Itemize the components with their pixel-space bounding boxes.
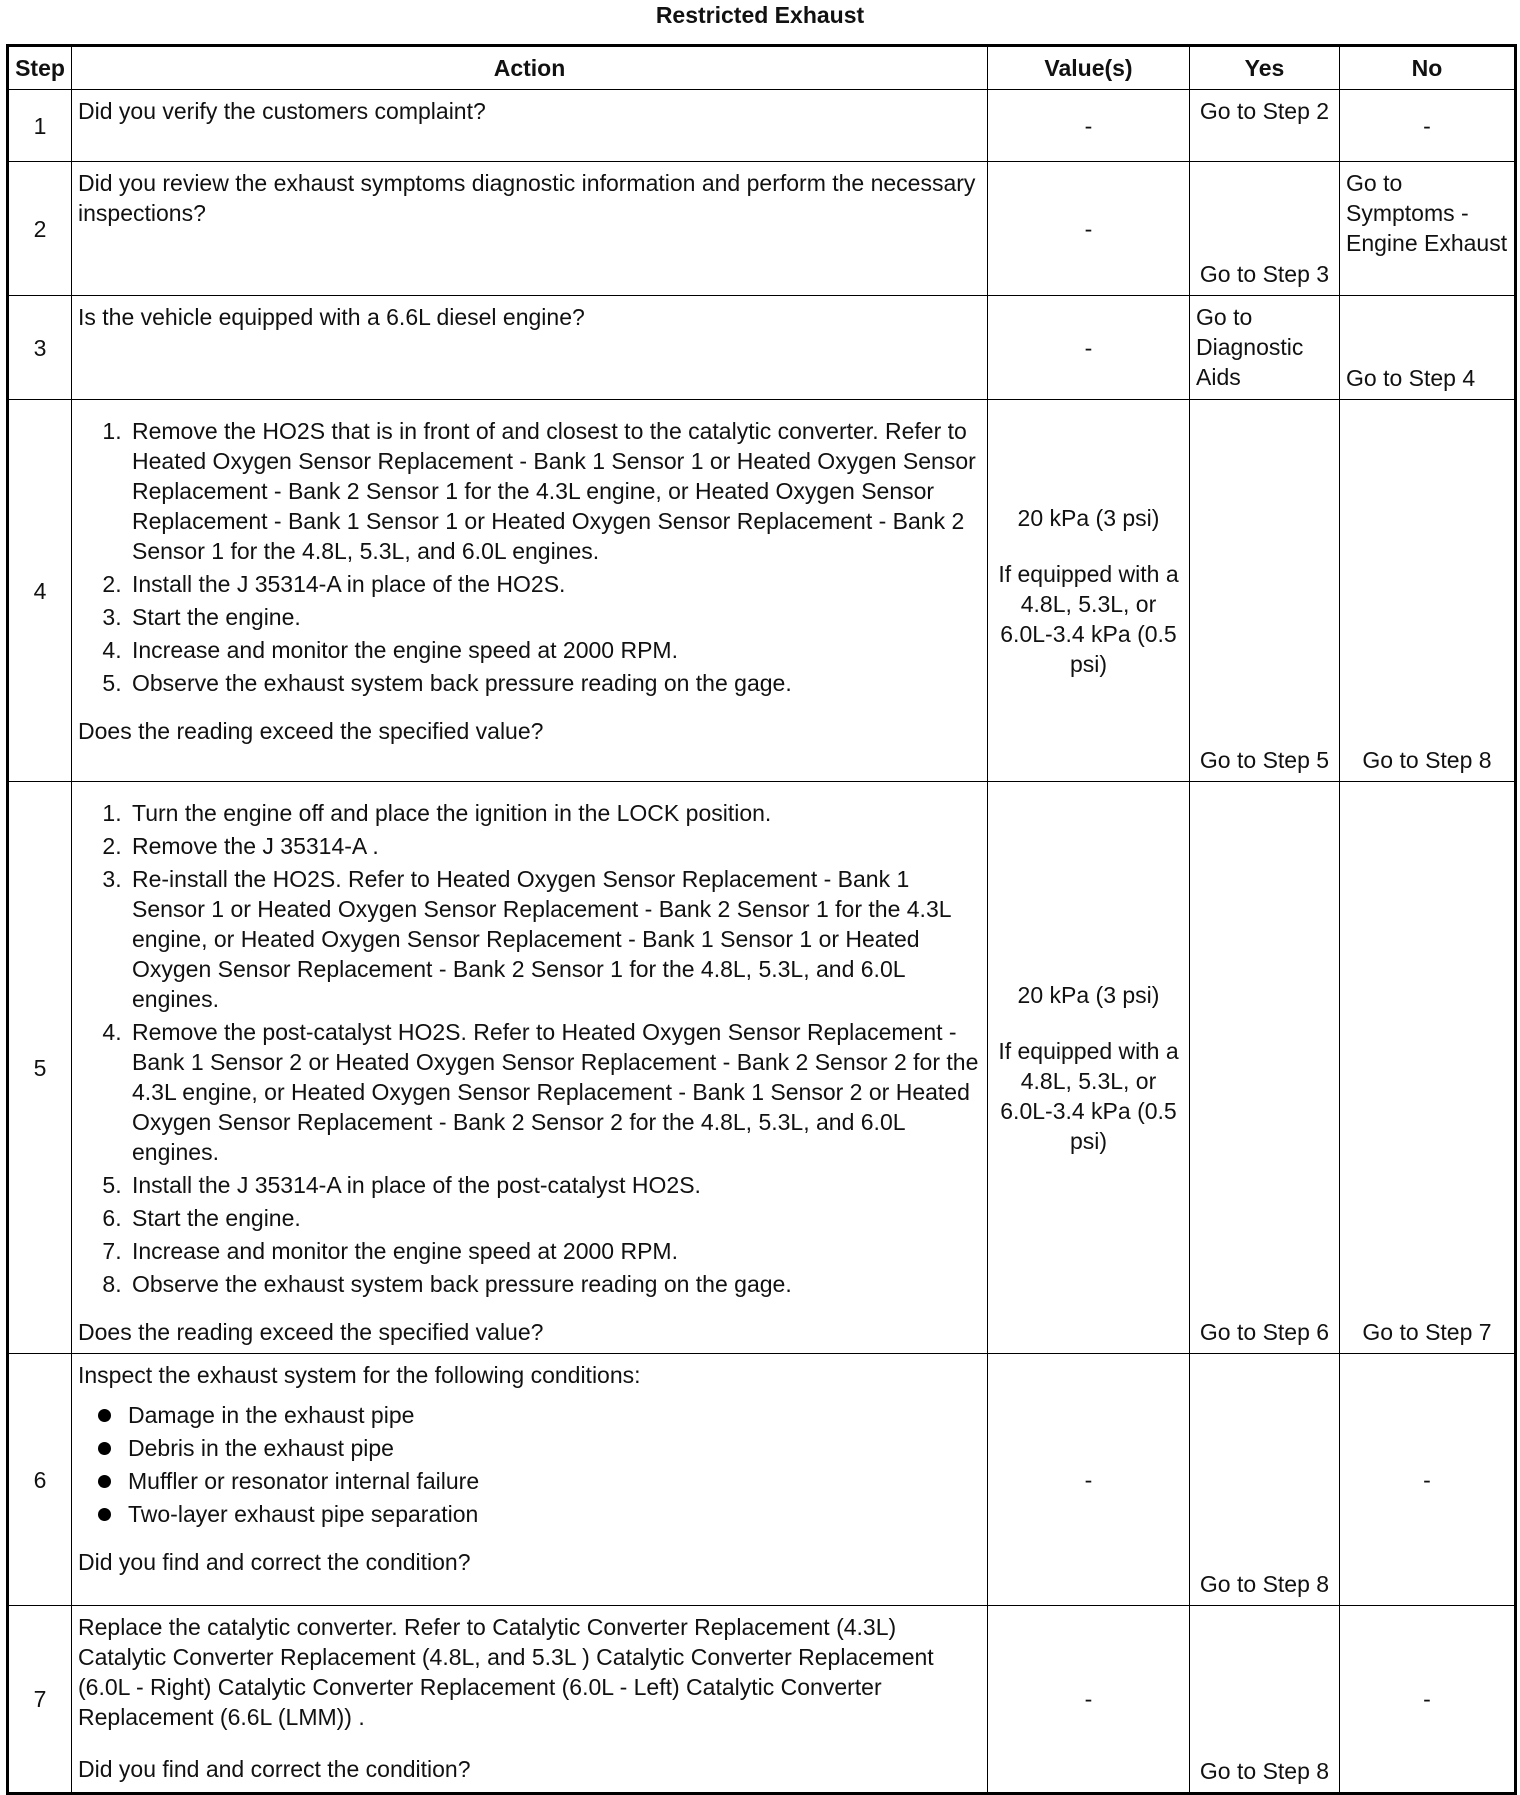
yes-cell: Go to Step 2 <box>1190 90 1340 162</box>
no-cell: Go to Symptoms - Engine Exhaust <box>1340 162 1516 296</box>
list-item: Muffler or resonator internal failure <box>128 1466 981 1496</box>
no-cell: Go to Step 7 <box>1340 782 1516 1354</box>
list-item: 4. Remove the post-catalyst HO2S. Refer to Heated Oxygen Sensor Replacement - Bank 1 Sensor 2 or Heated Oxygen Sensor Replacement - Bank 2 Sensor 2 for the 4.3L engine, or Heated Oxygen Sensor Replacement - Bank 1 Sensor 2 or Heated Oxygen Sensor Replacement - Bank 2 Sensor 2 for the 4.8L, 5.3L, and 6.0L engines. <box>128 1017 981 1167</box>
yes-cell: Go to Diagnostic Aids <box>1190 296 1340 400</box>
step-number: 5 <box>8 782 72 1354</box>
action-cell <box>72 1606 988 1794</box>
procedure-list <box>78 798 981 1299</box>
value-cell: - <box>988 90 1190 162</box>
yes-cell: Go to Step 8 <box>1190 1606 1340 1794</box>
action-cell: Is the vehicle equipped with a 6.6L diesel engine? <box>72 296 988 400</box>
table-row <box>8 90 1516 162</box>
table-row <box>8 782 1516 1354</box>
question-text: Does the reading exceed the specified value? <box>78 1319 544 1345</box>
value-cell: - <box>988 1354 1190 1606</box>
action-text: Replace the catalytic converter. Refer to Catalytic Converter Replacement (4.3L) Catalytic Converter Replacement (4.8L, and 5.3L ) Catalytic Converter Replacement (6.0L - Right) Catalytic Converter Replacement (6.0L - Left) Catalytic Converter Replacement (6.6L (LMM)) . <box>78 1614 934 1730</box>
no-cell: - <box>1340 90 1516 162</box>
question-text: Did you find and correct the condition? <box>78 1756 471 1782</box>
step-number: 7 <box>8 1606 72 1794</box>
list-item: Debris in the exhaust pipe <box>128 1433 981 1463</box>
value-cell: - <box>988 296 1190 400</box>
value-cell: - <box>988 162 1190 296</box>
value-secondary: If equipped with a 4.8L, 5.3L, or 6.0L-3.4 kPa (0.5 psi) <box>998 560 1179 677</box>
document-title: Restricted Exhaust <box>655 2 865 28</box>
action-cell <box>72 1354 988 1606</box>
yes-cell: Go to Step 3 <box>1190 162 1340 296</box>
procedure-list <box>78 416 981 698</box>
yes-cell: Go to Step 8 <box>1190 1354 1340 1606</box>
table-row <box>8 296 1516 400</box>
header-yes: Yes <box>1190 46 1340 90</box>
value-cell <box>988 400 1190 782</box>
action-cell: Did you verify the customers complaint? <box>72 90 988 162</box>
list-item: 6. Start the engine. <box>128 1203 981 1233</box>
table-row <box>8 162 1516 296</box>
yes-cell: Go to Step 5 <box>1190 400 1340 782</box>
value-primary: 20 kPa (3 psi) <box>1017 981 1160 1008</box>
step-number: 4 <box>8 400 72 782</box>
table-row <box>8 1606 1516 1794</box>
conditions-list <box>78 1400 981 1529</box>
list-item: 7. Increase and monitor the engine speed at 2000 RPM. <box>128 1236 981 1266</box>
list-item: 5. Install the J 35314-A in place of the post-catalyst HO2S. <box>128 1170 981 1200</box>
list-item: 2. Remove the J 35314-A . <box>128 831 981 861</box>
step-number: 6 <box>8 1354 72 1606</box>
value-cell <box>988 782 1190 1354</box>
header-no: No <box>1340 46 1516 90</box>
list-item: 4. Increase and monitor the engine speed at 2000 RPM. <box>128 635 981 665</box>
list-item: 3. Start the engine. <box>128 602 981 632</box>
question-text: Does the reading exceed the specified value? <box>78 718 544 744</box>
no-cell: Go to Step 4 <box>1340 296 1516 400</box>
step-number: 1 <box>8 90 72 162</box>
header-row <box>8 46 1516 90</box>
yes-cell: Go to Step 6 <box>1190 782 1340 1354</box>
list-item: 8. Observe the exhaust system back pressure reading on the gage. <box>128 1269 981 1299</box>
action-cell <box>72 782 988 1354</box>
list-item: 1. Turn the engine off and place the ignition in the LOCK position. <box>128 798 981 828</box>
list-item: 2. Install the J 35314-A in place of the HO2S. <box>128 569 981 599</box>
value-cell: - <box>988 1606 1190 1794</box>
action-cell <box>72 400 988 782</box>
step-number: 2 <box>8 162 72 296</box>
value-secondary: If equipped with a 4.8L, 5.3L, or 6.0L-3.4 kPa (0.5 psi) <box>998 1037 1179 1154</box>
step-number: 3 <box>8 296 72 400</box>
list-item: Two-layer exhaust pipe separation <box>128 1499 981 1529</box>
list-item: Damage in the exhaust pipe <box>128 1400 981 1430</box>
list-item: 1. Remove the HO2S that is in front of and closest to the catalytic converter. Refer to Heated Oxygen Sensor Replacement - Bank 1 Sensor 1 or Heated Oxygen Sensor Replacement - Bank 2 Sensor 1 for the 4.3L engine, or Heated Oxygen Sensor Replacement - Bank 1 Sensor 1 or Heated Oxygen Sensor Replacement - Bank 2 Sensor 1 for the 4.8L, 5.3L, and 6.0L engines. <box>128 416 981 566</box>
question-text: Did you find and correct the condition? <box>78 1549 471 1575</box>
header-action: Action <box>72 46 988 90</box>
no-cell: - <box>1340 1606 1516 1794</box>
intro-text: Inspect the exhaust system for the following conditions: <box>78 1362 641 1388</box>
no-cell: - <box>1340 1354 1516 1606</box>
diagnostic-table <box>6 44 1517 1795</box>
header-values: Value(s) <box>988 46 1190 90</box>
table-row <box>8 1354 1516 1606</box>
list-item: 3. Re-install the HO2S. Refer to Heated Oxygen Sensor Replacement - Bank 1 Sensor 1 or Heated Oxygen Sensor Replacement - Bank 2 Sensor 1 for the 4.3L engine, or Heated Oxygen Sensor Replacement - Bank 1 Sensor 1 or Heated Oxygen Sensor Replacement - Bank 2 Sensor 1 for the 4.8L, 5.3L, and 6.0L engines. <box>128 864 981 1014</box>
action-cell: Did you review the exhaust symptoms diagnostic information and perform the necessary inspections? <box>72 162 988 296</box>
table-row <box>8 400 1516 782</box>
header-step: Step <box>8 46 72 90</box>
list-item: 5. Observe the exhaust system back pressure reading on the gage. <box>128 668 981 698</box>
value-primary: 20 kPa (3 psi) <box>1017 504 1160 531</box>
no-cell: Go to Step 8 <box>1340 400 1516 782</box>
